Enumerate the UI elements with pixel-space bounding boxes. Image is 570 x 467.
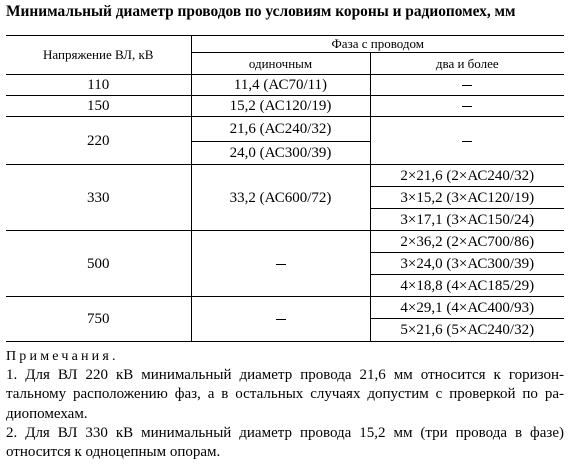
note-1-line-1: 1. Для ВЛ 220 кВ минимальный диаметр провода 21,6 мм относится к горизон- xyxy=(6,367,564,384)
notes-heading: Примечания. xyxy=(6,349,119,364)
voltage-cell: 750 xyxy=(6,297,191,342)
single-cell: 33,2 (АС600/72) xyxy=(191,165,370,231)
header-phase: Фаза с проводом xyxy=(191,36,564,53)
single-cell: 11,4 (АС70/11) xyxy=(191,75,370,96)
table-row xyxy=(6,165,564,187)
voltage-cell: 150 xyxy=(6,96,191,117)
table-row xyxy=(6,297,564,319)
single-cell: 15,2 (АС120/19) xyxy=(191,96,370,117)
min-diameter-table xyxy=(6,35,564,342)
table-row xyxy=(6,231,564,253)
table-row xyxy=(6,117,564,142)
dash-mark xyxy=(276,264,286,265)
multi-dash xyxy=(370,117,564,165)
dash-mark xyxy=(462,85,472,86)
multi-cell: 4×18,8 (4×АС185/29) xyxy=(370,275,564,297)
note-2-line-1: 2. Для ВЛ 330 кВ минимальный диаметр провода 15,2 мм (три провода в фазе) xyxy=(6,424,564,441)
multi-cell: 4×29,1 (4×АС400/93) xyxy=(370,297,564,319)
single-dash xyxy=(191,297,370,342)
multi-dash xyxy=(370,75,564,96)
multi-cell: 3×24,0 (3×АС300/39) xyxy=(370,253,564,275)
voltage-cell: 220 xyxy=(6,117,191,165)
table-row xyxy=(6,75,564,96)
single-dash xyxy=(191,231,370,297)
voltage-cell: 110 xyxy=(6,75,191,96)
header-multi: два и более xyxy=(370,53,564,75)
voltage-cell: 500 xyxy=(6,231,191,297)
multi-cell: 3×15,2 (3×АС120/19) xyxy=(370,187,564,209)
multi-cell: 5×21,6 (5×АС240/32) xyxy=(370,319,564,342)
note-1-line-3: диопомехам. xyxy=(6,405,88,422)
notes xyxy=(6,347,564,462)
single-cell: 21,6 (АС240/32) xyxy=(191,117,370,142)
single-cell: 24,0 (АС300/39) xyxy=(191,142,370,165)
multi-dash xyxy=(370,96,564,117)
dash-mark xyxy=(462,141,472,142)
table-row xyxy=(6,96,564,117)
table-title: Минимальный диаметр проводов по условиям короны и радиопомех, мм xyxy=(6,3,516,20)
dash-mark xyxy=(462,106,472,107)
header-single: одиночным xyxy=(191,53,370,75)
note-1-line-2: тальному расположению фаз, а в остальных случаях допустим с проверкой по ра- xyxy=(6,386,564,403)
dash-mark xyxy=(276,319,286,320)
multi-cell: 3×17,1 (3×АС150/24) xyxy=(370,209,564,231)
note-2-line-2: относится к одноцепным опорам. xyxy=(6,444,221,461)
header-voltage: Напряжение ВЛ, кВ xyxy=(6,36,191,75)
voltage-cell: 330 xyxy=(6,165,191,231)
multi-cell: 2×21,6 (2×АС240/32) xyxy=(370,165,564,187)
multi-cell: 2×36,2 (2×АС700/86) xyxy=(370,231,564,253)
